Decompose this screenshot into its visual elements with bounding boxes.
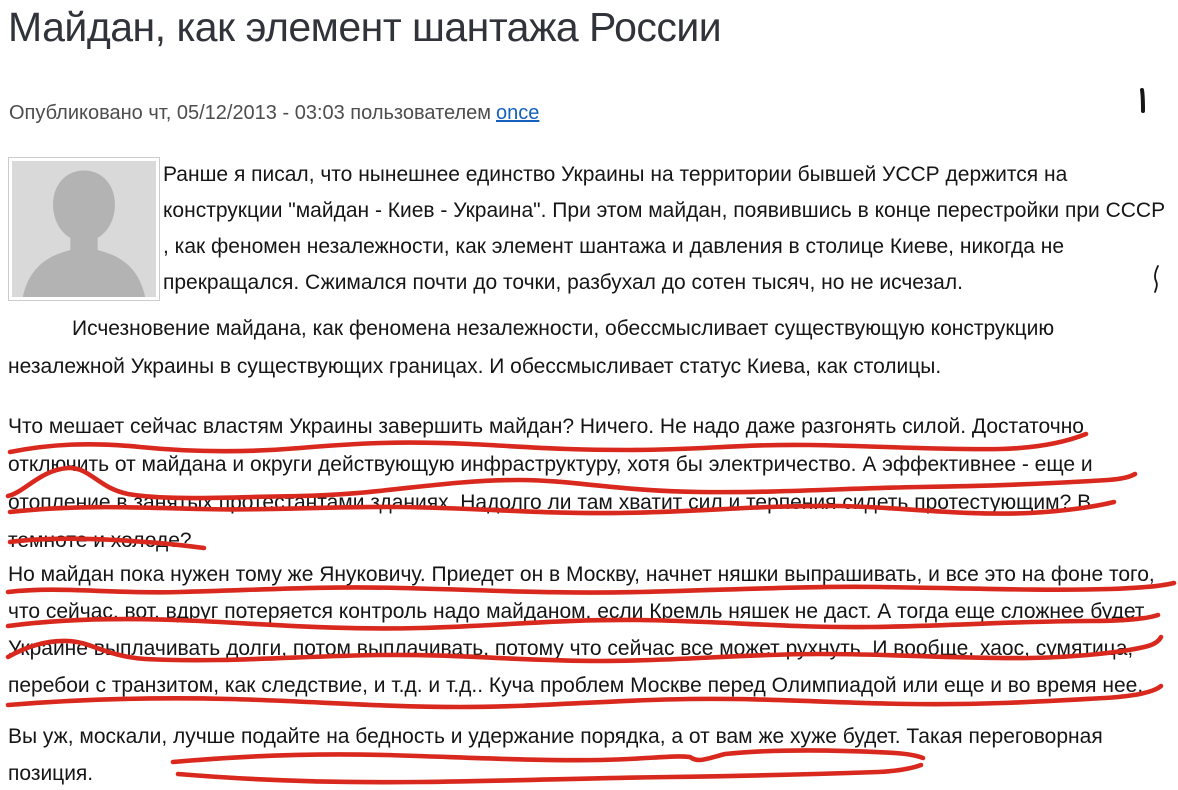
paragraph-line: Что мешает сейчас властям Украины завершить майдан? Ничего. Не надо даже разгонять силой. Достаточно: [8, 415, 1084, 438]
paragraph-2: [8, 310, 1174, 386]
paragraph-line: отопление в занятых протестантами зданиях. Надолго ли там хватит сил и терпения сидеть протестующим? В: [8, 491, 1092, 514]
paragraph-1: [163, 157, 1174, 301]
default-user-silhouette-icon: [12, 161, 156, 297]
paragraph-5: [8, 718, 1174, 790]
paragraph-line: конструкции "майдан - Киев - Украина". При этом майдан, появившись в конце перестройки при СССР: [163, 199, 1166, 222]
paragraph-line: , как феномен незалежности, как элемент шантажа и давления в столице Киеве, никогда не: [163, 235, 1065, 258]
paragraph-line: Но майдан пока нужен тому же Януковичу. Приедет он в Москву, начнет няшки выпрашивать, и все это на фоне того,: [8, 563, 1155, 586]
paragraph-line: перебои с транзитом, как следствие, и т.д. и т.д.. Куча проблем Москве перед Олимпиадой или еще и во время нее.: [8, 674, 1144, 697]
paragraph-line: Украине выплачивать долги, потом выплачивать, потому что сейчас все может рухнуть. И вообще, хаос, сумятица,: [8, 637, 1134, 660]
paragraph-line: Исчезновение майдана, как феномена незалежности, обессмысливает существующую конструкцию: [72, 317, 1055, 340]
paragraph-4: [8, 556, 1174, 704]
paragraph-3: [8, 408, 1174, 560]
author-link[interactable]: once: [496, 102, 540, 124]
byline: [9, 102, 539, 125]
byline-text: Опубликовано чт, 05/12/2013 - 03:03 пользователем: [9, 102, 492, 124]
paragraph-line: Вы уж, москали, лучше подайте на бедность и удержание порядка, а от вам же хуже будет. Такая переговорная: [8, 725, 1103, 748]
page-title: Майдан, как элемент шантажа России: [8, 4, 722, 50]
avatar: [8, 157, 160, 301]
paragraph-line: Ранше я писал, что нынешнее единство Украины на территории бывшей УССР держится на: [163, 163, 1068, 186]
paragraph-line: прекращался. Сжимался почти до точки, разбухал до сотен тысяч, но не исчезал.: [163, 271, 963, 294]
pen-mark: [1142, 90, 1143, 111]
paragraph-line: незалежной Украины в существующих границах. И обессмысливает статус Киева, как столицы.: [8, 355, 942, 378]
paragraph-line: темноте и холоде?: [8, 529, 192, 552]
paragraph-line: позиция.: [8, 762, 94, 785]
paragraph-line: отключить от майдана и округи действующую инфраструктуру, хотя бы электричество. А эффективнее - еще и: [8, 453, 1093, 476]
paragraph-line: что сейчас, вот, вдруг потеряется контроль надо майданом, если Кремль няшек не даст. А тогда еще сложнее будет: [8, 600, 1145, 623]
